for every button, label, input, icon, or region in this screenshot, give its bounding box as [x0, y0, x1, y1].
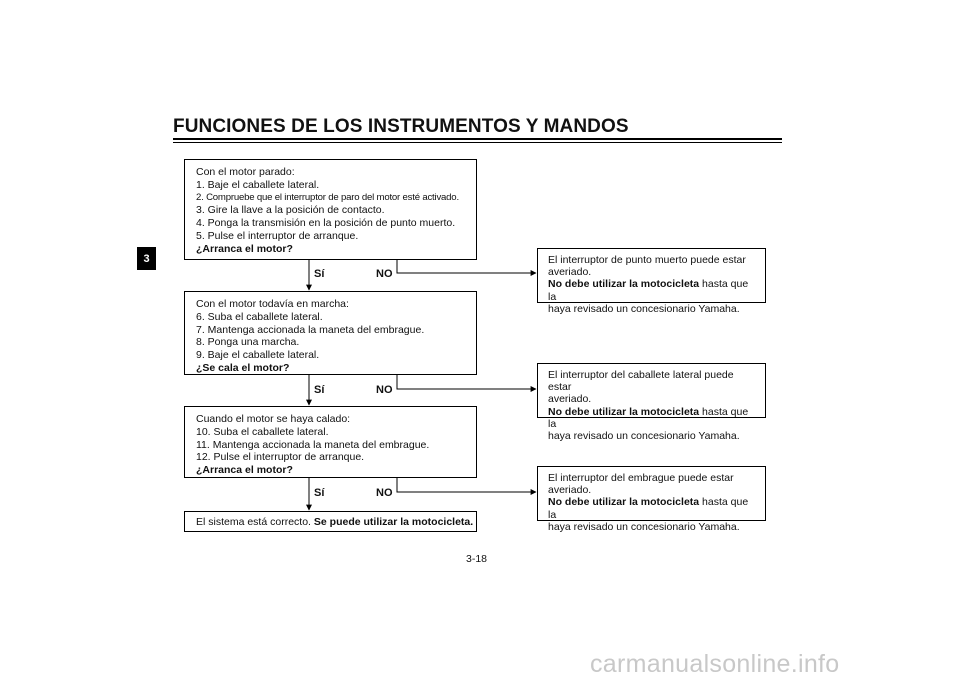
fault-text: hasta que la [548, 405, 749, 430]
final-text: El sistema está correcto. [196, 516, 311, 528]
page-number: 3-18 [466, 553, 488, 565]
no-label: NO [376, 487, 393, 499]
fault-warning: No debe utilizar la motocicleta [548, 496, 700, 509]
arrow-no-to-fault1 [397, 259, 536, 273]
yes-label: Sí [314, 487, 325, 499]
fault-text: haya revisado un concesionario Yamaha. [548, 520, 740, 533]
watermark: carmanualsonline.info [590, 650, 840, 678]
page-title: FUNCIONES DE LOS INSTRUMENTOS Y MANDOS [173, 116, 629, 137]
step1-line: 1. Baje el caballete lateral. [196, 178, 320, 191]
step2-line: 8. Ponga una marcha. [196, 336, 300, 349]
fault-box-neutral [537, 248, 766, 315]
step3-line: 12. Pulse el interruptor de arranque. [196, 451, 365, 464]
step3-question: ¿Arranca el motor? [196, 464, 293, 477]
fault-text: averiado. [548, 266, 592, 279]
fault-warning: No debe utilizar la motocicleta [548, 278, 700, 291]
step2-line: 6. Suba el caballete lateral. [196, 310, 323, 323]
step3-line: 11. Mantenga accionada la maneta del embrague. [196, 438, 430, 451]
arrow-no-to-fault2 [397, 374, 536, 389]
fault-text: hasta que la [548, 278, 749, 303]
fault-box-clutch [537, 466, 766, 533]
chapter-tab: 3 [137, 247, 156, 270]
step1-line: 5. Pulse el interruptor de arranque. [196, 229, 359, 242]
step2-line: Con el motor todavía en marcha: [196, 298, 349, 310]
fault-warning: No debe utilizar la motocicleta [548, 405, 700, 418]
fault-text: El interruptor de punto muerto puede estar [548, 254, 746, 266]
final-box [184, 511, 477, 532]
step1-line: 2. Compruebe que el interruptor de paro del motor esté activado. [196, 191, 459, 203]
no-label: NO [376, 268, 393, 280]
fault-text: haya revisado un concesionario Yamaha. [548, 302, 740, 315]
step2-box [184, 291, 477, 375]
final-bold-text: Se puede utilizar la motocicleta. [313, 516, 474, 528]
step1-question: ¿Arranca el motor? [196, 242, 293, 255]
fault-text: hasta que la [548, 496, 749, 521]
yes-label: Sí [314, 268, 325, 280]
step1-line: 4. Ponga la transmisión en la posición de punto muerto. [196, 217, 456, 230]
no-label: NO [376, 384, 393, 396]
step1-box [184, 159, 477, 260]
fault-text: El interruptor del embrague puede estar [548, 472, 734, 484]
step2-line: 9. Baje el caballete lateral. [196, 349, 320, 362]
step1-line: 3. Gire la llave a la posición de contacto. [196, 204, 385, 217]
step1-line: Con el motor parado: [196, 166, 295, 178]
step3-box [184, 406, 477, 478]
fault-box-sidestand [537, 363, 766, 443]
fault-text: averiado. [548, 484, 592, 497]
step3-line: 10. Suba el caballete lateral. [196, 425, 329, 438]
step2-line: 7. Mantenga accionada la maneta del embrague. [196, 323, 425, 336]
arrow-no-to-fault3 [397, 477, 536, 492]
yes-label: Sí [314, 384, 325, 396]
fault-text: averiado. [548, 393, 592, 406]
fault-text: haya revisado un concesionario Yamaha. [548, 430, 740, 443]
step2-question: ¿Se cala el motor? [196, 361, 290, 374]
step3-line: Cuando el motor se haya calado: [196, 413, 351, 425]
fault-text: El interruptor del caballete lateral puede estar [548, 369, 734, 394]
